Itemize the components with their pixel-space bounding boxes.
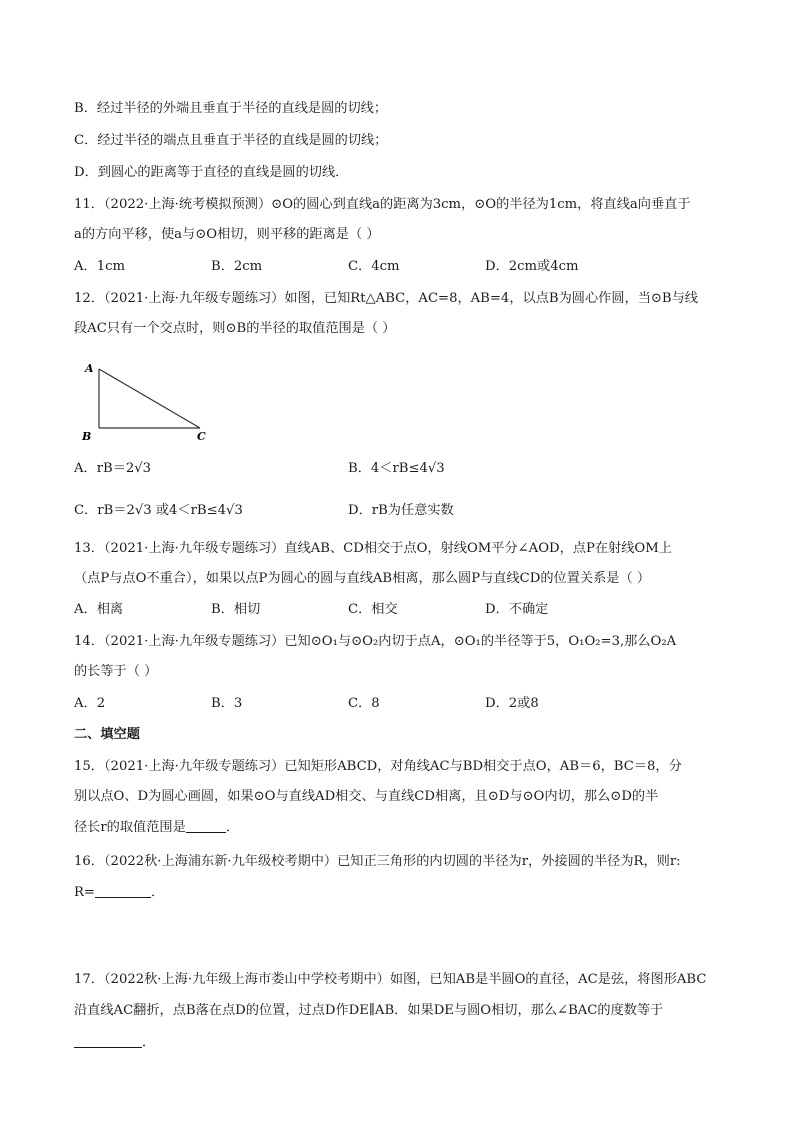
q16-line2: R= xyxy=(74,885,95,900)
q12-option-c: C．rB＝2√3 或4＜rB≤4√3 xyxy=(74,503,243,518)
q17-answer-blank[interactable] xyxy=(74,1033,142,1048)
q12-line1: 12．（2021·上海·九年级专题练习）如图，已知Rt△ABC，AC=8，AB=4，以点B为圆心作圆，当⊙B与线 xyxy=(74,291,698,306)
q13-line1: 13．（2021·上海·九年级专题练习）直线AB、CD相交于点O，射线OM平分∠AOD，点P在射线OM上 xyxy=(74,541,672,556)
vertex-label-b: B xyxy=(82,430,92,443)
q14-option-a: A．2 xyxy=(74,696,106,711)
q16-answer-blank[interactable] xyxy=(95,883,151,898)
q11-line2: a的方向平移，使a与⊙O相切，则平移的距离是（ ） xyxy=(74,227,380,242)
q14-option-b: B．3 xyxy=(211,696,243,711)
q11-option-a: A．1cm xyxy=(74,259,125,274)
q14-line1: 14．（2021·上海·九年级专题练习）已知⊙O₁与⊙O₂内切于点A，⊙O₁的半径等于5，O₁O₂=3,那么O₂A xyxy=(74,634,677,649)
q14-line2: 的长等于（ ） xyxy=(74,664,158,679)
q14-option-d: D．2或8 xyxy=(485,696,539,711)
q14-option-c: C．8 xyxy=(348,696,380,711)
q17-line2: 沿直线AC翻折，点B落在点D的位置，过点D作DE∥AB．如果DE与圆O相切，那么∠BAC的度数等于 xyxy=(74,1003,664,1018)
q11-option-d: D．2cm或4cm xyxy=(485,259,579,274)
vertex-label-a: A xyxy=(85,362,94,375)
section-title-fill-in: 二、填空题 xyxy=(74,727,140,742)
prev-option-d: D．到圆心的距离等于直径的直线是圆的切线． xyxy=(74,165,349,180)
q15-end: ． xyxy=(225,820,239,835)
q16-line2-container xyxy=(74,883,724,902)
q13-option-b: B．相切 xyxy=(211,602,261,617)
q11-option-c: C．4cm xyxy=(348,259,400,274)
q13-option-a: A．相离 xyxy=(74,602,124,617)
q16-line1: 16．（2022秋·上海浦东新·九年级校考期中）已知正三角形的内切圆的半径为r，外接圆的半径为R，则r: xyxy=(74,854,681,869)
q12-option-a: A．rB＝2√3 xyxy=(74,461,152,476)
q12-option-d: D．rB为任意实数 xyxy=(348,503,454,518)
segment-ac xyxy=(99,369,200,428)
q13-option-c: C．相交 xyxy=(348,602,398,617)
q17-line1: 17．（2022秋·上海·九年级上海市娄山中学校考期中）如图，已知AB是半圆O的直径，AC是弦，将图形ABC xyxy=(74,972,707,987)
q15-line3-container xyxy=(74,818,724,837)
q17-end: ． xyxy=(142,1035,156,1050)
q17-line3-container xyxy=(74,1033,724,1052)
prev-option-c: C．经过半径的端点且垂直于半径的直线是圆的切线； xyxy=(74,133,388,148)
q13-option-d: D．不确定 xyxy=(485,602,549,617)
q15-line2: 别以点O、D为圆心画圆，如果⊙O与直线AD相交、与直线CD相离，且⊙D与⊙O内切，那么⊙D的半 xyxy=(74,789,659,804)
q12-line2: 段AC只有一个交点时，则⊙B的半径的取值范围是（ ） xyxy=(74,321,396,336)
q11-option-b: B．2cm xyxy=(211,259,263,274)
q15-line3: 径长r的取值范围是 xyxy=(74,820,186,835)
prev-option-b: B．经过半径的外端且垂直于半径的直线是圆的切线； xyxy=(74,101,388,116)
q11-line1: 11．（2022·上海·统考模拟预测）⊙O的圆心到直线a的距离为3cm，⊙O的半径为1cm，将直线a向垂直于 xyxy=(74,197,691,212)
q15-line1: 15．（2021·上海·九年级专题练习）已知矩形ABCD，对角线AC与BD相交于点O，AB＝6，BC＝8，分 xyxy=(74,759,682,774)
q12-option-b: B．4＜rB≤4√3 xyxy=(348,461,445,476)
q15-answer-blank[interactable] xyxy=(186,818,226,833)
q13-line2: （点P与点O不重合），如果以点P为圆心的圆与直线AB相离，那么圆P与直线CD的位置关系是（ ） xyxy=(74,571,651,586)
q12-triangle-figure xyxy=(80,360,220,446)
q16-end: ． xyxy=(150,885,165,900)
vertex-label-c: C xyxy=(197,430,206,443)
